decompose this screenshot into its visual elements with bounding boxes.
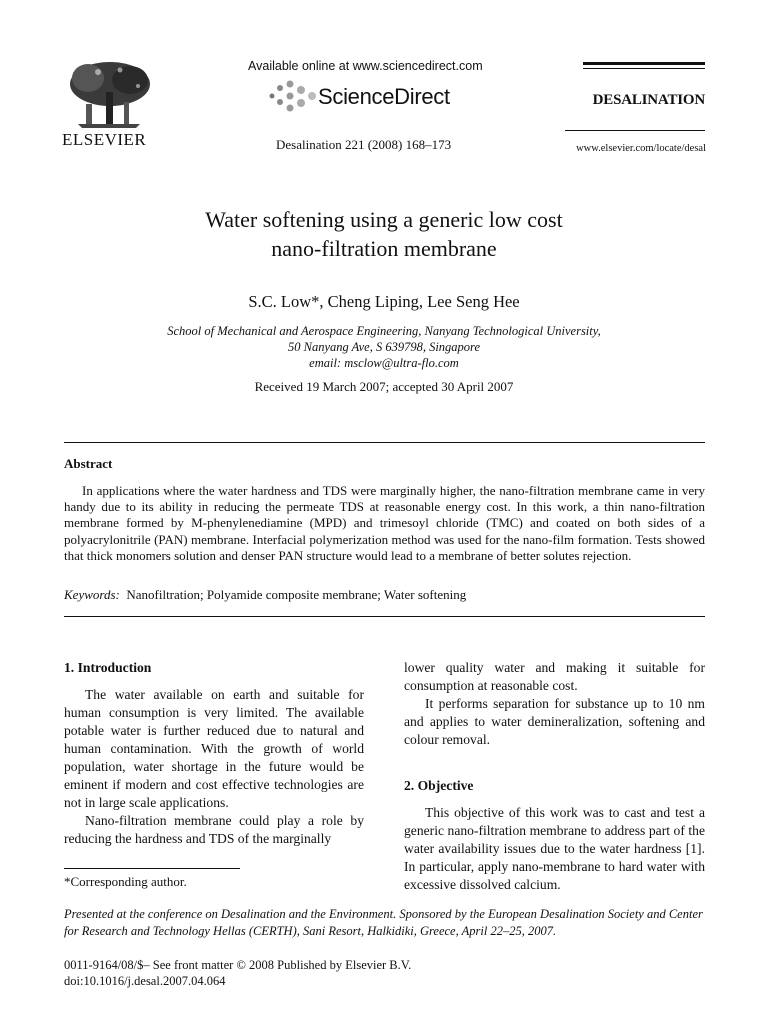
issn-line: 0011-9164/08/$– See front matter © 2008 Published by Elsevier B.V. [64,958,412,972]
divider-bottom [64,616,705,617]
journal-name: DESALINATION [592,92,705,108]
affiliation [60,323,708,371]
journal-url: www.elsevier.com/locate/desal [576,143,706,154]
section-heading-introduction: 1. Introduction [64,660,152,675]
abstract-text: In applications where the water hardness and TDS were marginally higher, the nano-filtration membrane came in very handy due to its ability in reducing the permeate TDS at reasonable energy cost. In this work, a thin nano-filtration membrane formed by M-phenylenediamine (MPD) and trimesoyl chloride (TMC) and coated on both sides of a polyacrylonitrile (PAN) membrane. Interfacial polymerization method was used for the nano-film formation. Tests showed that thick monomers solution and denser PAN structure would lead to a membrane of better solutes rejection. [64,483,705,563]
keywords-list: Nanofiltration; Polyamide composite membrane; Water softening [126,587,467,602]
divider-top [64,442,705,443]
journal-rule-thick [583,62,705,65]
doi-line: doi:10.1016/j.desal.2007.04.064 [64,974,226,988]
intro-paragraph-2: Nano-filtration membrane could play a role by reducing the hardness and TDS of the marginally [64,813,364,846]
affiliation-line-1: School of Mechanical and Aerospace Engineering, Nanyang Technological University, [167,324,601,338]
conference-note: Presented at the conference on Desalination and the Environment. Sponsored by the European Desalination Society and Center for Research and Technology Hellas (CERTH), Sani Resort, Halkidiki, Greece, April 22–25, 2007. [64,907,703,938]
sciencedirect-logo-text: ScienceDirect [318,84,450,109]
keywords-line [64,587,705,603]
article-title [60,205,708,263]
issn-doi-block [64,957,411,989]
body-column-left [64,659,364,848]
abstract-heading: Abstract [64,456,113,471]
title-line-2: nano-filtration membrane [271,236,497,261]
journal-rule-thin [583,68,705,69]
footnote-rule [64,868,240,869]
section-heading-objective: 2. Objective [404,778,474,793]
available-online-text: Available online at www.sciencedirect.com [248,59,483,73]
publisher-name: ELSEVIER [62,130,147,149]
title-line-1: Water softening using a generic low cost [205,207,563,232]
intro-paragraph-3: It performs separation for substance up to 10 nm and applies to water demineralization, softening and colour removal. [404,696,705,747]
author-list: S.C. Low*, Cheng Liping, Lee Seng Hee [248,292,520,311]
intro-paragraph-1: The water available on earth and suitable for human consumption is very limited. The available potable water is further reduced due to natural and human contamination. With the growth of world population, water shortage in the future would be eminent if modern and cost effective technologies are not in large scale applications. [64,687,364,810]
footnote-corresponding-author: *Corresponding author. [64,874,187,889]
body-column-right [404,659,705,894]
objective-paragraph-1: This objective of this work was to cast and test a generic nano-filtration membrane to address part of the water availability issues due to the water hardness [1]. In particular, apply nano-membrane to hard water with excessive dissolved calcium. [404,805,705,892]
keywords-label: Keywords: [64,587,120,602]
affiliation-line-2: 50 Nanyang Ave, S 639798, Singapore [288,340,480,354]
intro-paragraph-continued: lower quality water and making it suitable for consumption at reasonable cost. [404,660,705,693]
journal-url-rule [565,130,705,131]
sciencedirect-dots-icon [268,78,320,114]
received-dates: Received 19 March 2007; accepted 30 April 2007 [254,379,514,394]
journal-citation: Desalination 221 (2008) 168–173 [276,137,452,152]
affiliation-email: email: msclow@ultra-flo.com [309,356,459,370]
